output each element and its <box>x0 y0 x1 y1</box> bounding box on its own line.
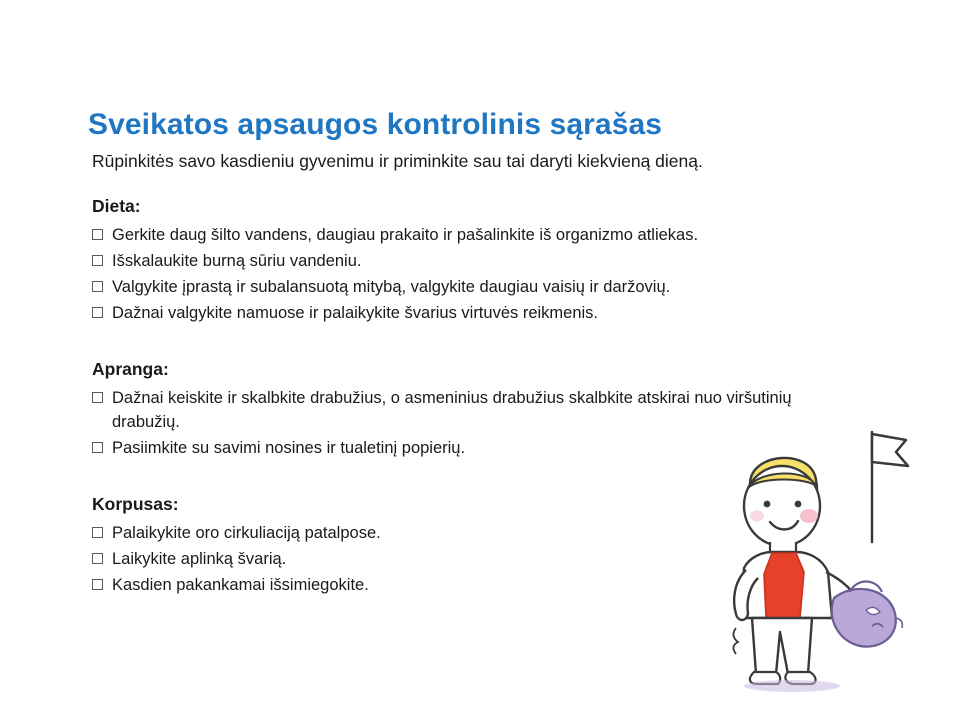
list-item-label: Kasdien pakankamai išsimiegokite. <box>112 576 369 594</box>
checkbox-icon[interactable] <box>92 579 103 590</box>
list-item-label: Išskalaukite burną sūriu vandeniu. <box>112 252 362 270</box>
section-spacer <box>92 480 792 494</box>
checkbox-icon[interactable] <box>92 392 103 403</box>
list-item-label: Pasiimkite su savimi nosines ir tualetinį popierių. <box>112 439 466 457</box>
page-title: Sveikatos apsaugos kontrolinis sąrašas <box>88 108 663 142</box>
section-heading: Korpusas: <box>92 494 179 514</box>
intro-paragraph: Rūpinkitės savo kasdieniu gyvenimu ir priminkite sau tai daryti kiekvieną dieną. <box>92 151 703 171</box>
slide-body <box>92 148 792 617</box>
list-item-label: Palaikykite oro cirkuliaciją patalpose. <box>112 524 381 542</box>
checkbox-icon[interactable] <box>92 281 103 292</box>
list-item-label: Dažnai keiskite ir skalbkite drabužius, o asmeninius drabužius skalbkite atskirai nuo viršutinių drabužių. <box>112 389 792 431</box>
list-item <box>92 249 792 273</box>
list-item <box>92 573 792 597</box>
section-body <box>92 494 792 597</box>
list-item <box>92 223 792 247</box>
list-item-label: Dažnai valgykite namuose ir palaikykite švarius virtuvės reikmenis. <box>112 304 599 322</box>
checkbox-icon[interactable] <box>92 442 103 453</box>
list-item <box>92 547 792 571</box>
checkbox-icon[interactable] <box>92 255 103 266</box>
list-item-label: Gerkite daug šilto vandens, daugiau prakaito ir pašalinkite iš organizmo atliekas. <box>112 226 699 244</box>
list-item <box>92 275 792 299</box>
checkbox-icon[interactable] <box>92 307 103 318</box>
person-with-bag-illustration <box>700 422 950 692</box>
list-item <box>92 436 792 460</box>
slide-bottom-divider <box>0 700 960 702</box>
section-diet <box>92 196 792 325</box>
list-item-label: Laikykite aplinką švarią. <box>112 550 287 568</box>
section-spacer <box>92 345 792 359</box>
list-item <box>92 386 792 434</box>
section-heading: Dieta: <box>92 196 141 216</box>
list-item <box>92 521 792 545</box>
checkbox-icon[interactable] <box>92 553 103 564</box>
list-item <box>92 301 792 325</box>
section-clothing <box>92 359 792 460</box>
section-heading: Apranga: <box>92 359 169 379</box>
checkbox-icon[interactable] <box>92 229 103 240</box>
list-item-label: Valgykite įprastą ir subalansuotą mitybą, valgykite daugiau vaisių ir daržovių. <box>112 278 671 296</box>
checkbox-icon[interactable] <box>92 527 103 538</box>
